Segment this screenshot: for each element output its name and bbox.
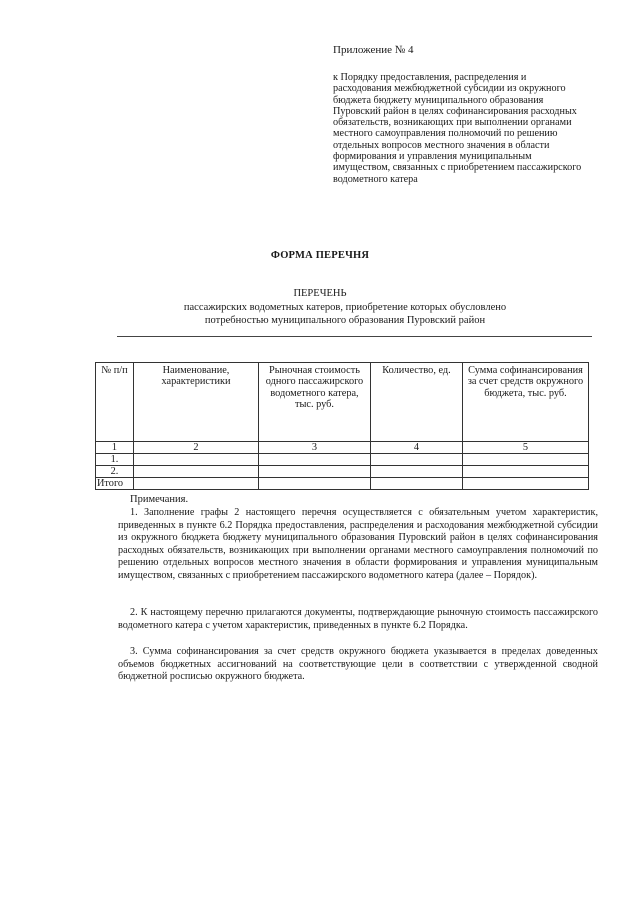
note-item-2: 2. К настоящему перечню прилагаются документы, подтверждающие рыночную стоимость пассажирского водометного катера с учетом характеристик, приведенных в пункте 6.2 Порядка.: [118, 607, 598, 631]
appendix-title: Приложение № 4: [333, 44, 414, 56]
table-cell: [134, 466, 259, 478]
row-number: 1.: [96, 454, 134, 466]
table-cell: [463, 478, 589, 490]
appendix-subtitle: к Порядку предоставления, распределения и расходования межбюджетной субсидии из окружного бюджета бюджету муниципального образования Пуровский район в целях софинансирования расходных обязательств, возникающих при выполнении органами местного самоуправления полномочий по решению отдельных вопросов местного значения в области формирования и управления муниципальным имуществом, связанных с приобретением пассажирского водометного катера: [333, 72, 582, 185]
table-cell: [371, 454, 463, 466]
note-item-1: 1. Заполнение графы 2 настоящего перечня осуществляется с обязательным учетом характеристик, приведенных в пункте 6.2 Порядка предоставления, распределения и расходования межбюджетной субсидии из окружного бюджета бюджету муниципального образования Пуровский район в целях софинансирования расходных обязательств, возникающих при выполнении органами местного самоуправления полномочий по решению отдельных вопросов местного значения в области формирования и управления муниципальным имуществом, связанных с приобретением пассажирского водометного катера (далее – Порядок).: [118, 507, 598, 581]
note-item-3: 3. Сумма софинансирования за счет средств окружного бюджета указывается в пределах доведенных объемов бюджетных ассигнований на соответствующие цели в соответствии с утвержденной сводной бюджетной росписью окружного бюджета.: [118, 646, 598, 683]
column-number: 3: [259, 442, 371, 454]
table-cell: [134, 454, 259, 466]
table-cell: [371, 478, 463, 490]
column-number: 2: [134, 442, 259, 454]
notes-title: Примечания.: [130, 494, 189, 505]
perechen-table: [95, 362, 589, 490]
header-market-price: Рыночная стоимость одного пассажирского водометного катера, тыс. руб.: [259, 363, 371, 442]
column-number: 5: [463, 442, 589, 454]
table-cell: [463, 454, 589, 466]
header-number: № п/п: [96, 363, 134, 442]
table-row: [96, 454, 589, 466]
total-label: Итого: [96, 478, 134, 490]
list-subtitle: [0, 302, 640, 327]
table-header-row: [96, 363, 589, 442]
list-heading: ПЕРЕЧЕНЬ: [293, 288, 347, 299]
divider-line: [117, 336, 592, 337]
list-subtitle-line-1: пассажирских водометных катеров, приобретение которых обусловлено: [183, 302, 507, 313]
header-quantity: Количество, ед.: [371, 363, 463, 442]
row-number: 2.: [96, 466, 134, 478]
table-column-numbers-row: [96, 442, 589, 454]
header-name: Наименование, характеристики: [134, 363, 259, 442]
table-cell: [134, 478, 259, 490]
table-row: [96, 466, 589, 478]
table-cell: [371, 466, 463, 478]
list-subtitle-line-2: потребностью муниципального образования Пуровский район: [204, 314, 486, 326]
column-number: 4: [371, 442, 463, 454]
table-cell: [259, 466, 371, 478]
header-cofinancing-sum: Сумма софинансирования за счет средств окружного бюджета, тыс. руб.: [463, 363, 589, 442]
table-cell: [259, 478, 371, 490]
form-title: ФОРМА ПЕРЕЧНЯ: [270, 250, 370, 261]
table-cell: [463, 466, 589, 478]
column-number: 1: [96, 442, 134, 454]
table-cell: [259, 454, 371, 466]
table-total-row: [96, 478, 589, 490]
